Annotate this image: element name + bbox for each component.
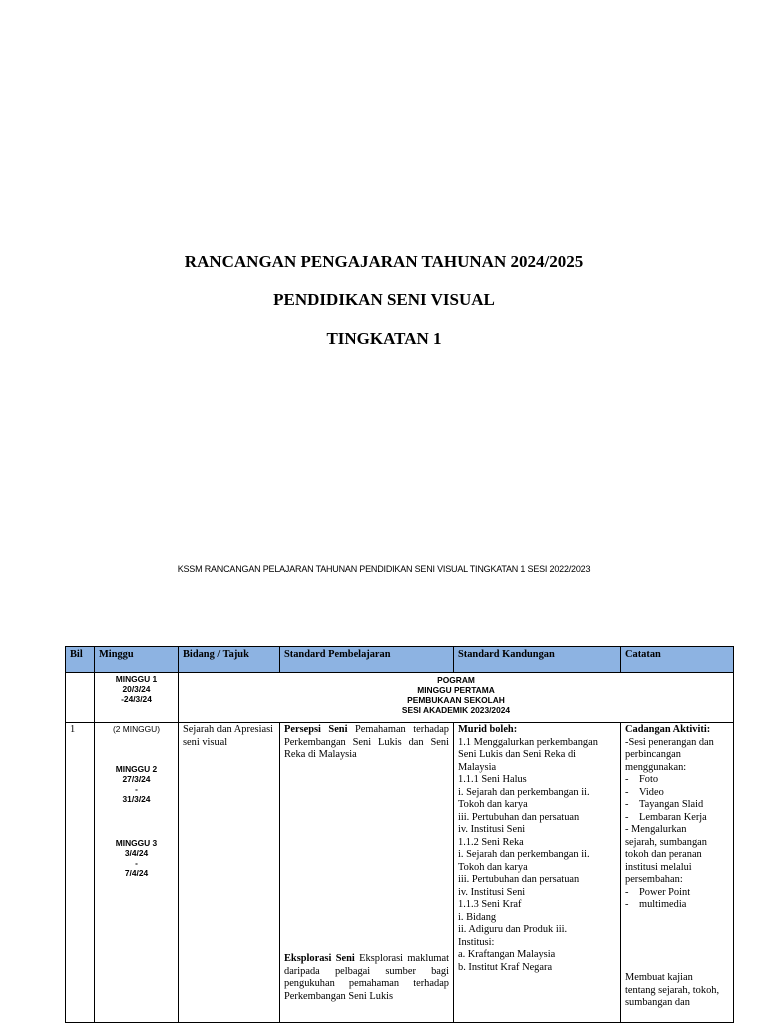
eksplorasi-seni-label: Eksplorasi Seni: [284, 953, 355, 964]
cadangan-aktiviti-heading: Cadangan Aktiviti:: [625, 724, 711, 735]
subject-title: PENDIDIKAN SENI VISUAL: [273, 290, 495, 309]
week-end-date: 7/4/24: [124, 868, 149, 878]
standard-pembelajaran-cell: [280, 723, 454, 1023]
bil-cell: [66, 673, 95, 723]
list-item: - Lembaran Kerja: [625, 812, 729, 825]
list-item: Tokoh dan karya: [458, 799, 528, 810]
standard-kandungan-cell: [454, 723, 621, 1023]
standard-kandungan-list: [458, 737, 616, 975]
week-end-date: 31/3/24: [122, 794, 151, 804]
list-item: Seni Lukis dan Seni Reka di: [458, 749, 577, 760]
list-item: iv. Institusi Seni: [458, 886, 526, 898]
week-label: MINGGU 2: [115, 764, 158, 774]
form-level-title: TINGKATAN 1: [326, 329, 442, 348]
text-line: - Mengalurkan: [625, 824, 687, 835]
list-item: 1.1 Menggalurkan perkembangan: [458, 736, 598, 748]
date-separator: -: [135, 784, 138, 794]
duration-note: (2 MINGGU): [113, 724, 160, 734]
persepsi-seni-block: [284, 724, 449, 762]
program-line: PEMBUKAAN SEKOLAH: [407, 695, 505, 705]
list-item: 1.1.1 Seni Halus: [458, 774, 527, 785]
text-line: sejarah, sumbangan: [625, 836, 707, 848]
table-caption: KSSM RANCANGAN PELAJARAN TAHUNAN PENDIDIKAN SENI VISUAL TINGKATAN 1 SESI 2022/2023: [177, 564, 591, 574]
catatan-cell: [621, 723, 734, 1023]
catatan-text: [625, 737, 729, 775]
lesson-plan-table: [65, 646, 734, 1023]
header-bidang: Bidang / Tajuk: [179, 647, 280, 673]
list-item: - Power Point: [625, 887, 729, 900]
text-line: Membuat kajian: [625, 972, 693, 983]
bil-cell: 1: [66, 723, 95, 1023]
list-item: iv. Institusi Seni: [458, 824, 526, 835]
list-item: i. Sejarah dan perkembangan ii.: [458, 849, 590, 860]
eksplorasi-seni-text: Eksplorasi maklumat daripada pelbagai sumber bagi pengukuhan pemahaman terhadap Perkembangan Seni Lukis: [284, 953, 449, 1002]
document-title: RANCANGAN PENGAJARAN TAHUNAN 2024/2025: [184, 252, 584, 271]
text-line: tentang sejarah, tokoh,: [625, 984, 720, 996]
week-start-date: 3/4/24: [124, 848, 149, 858]
list-item: - multimedia: [625, 899, 729, 912]
minggu-cell: [95, 723, 179, 1023]
persepsi-seni-label: Persepsi Seni: [284, 724, 348, 735]
list-item: b. Institut Kraf Negara: [458, 961, 553, 973]
program-line: MINGGU PERTAMA: [417, 685, 495, 695]
table-row: [66, 673, 734, 723]
list-item: iii. Pertubuhan dan persatuan: [458, 874, 580, 885]
persepsi-seni-text: Pemahaman terhadap Perkembangan Seni Lukis dan Seni Reka di Malaysia: [284, 724, 450, 760]
date-separator: -: [135, 858, 138, 868]
list-item: - Video: [625, 787, 729, 800]
header-bil: Bil: [66, 647, 95, 673]
header-standard-pembelajaran: Standard Pembelajaran: [280, 647, 454, 673]
list-item: - Tayangan Slaid: [625, 799, 729, 812]
presentation-list: [625, 887, 729, 912]
bidang-cell: Sejarah dan Apresiasi seni visual: [179, 723, 280, 1023]
list-item: Malaysia: [458, 761, 497, 773]
week-start-date: 20/3/24: [122, 684, 151, 694]
murid-boleh-heading: Murid boleh:: [458, 724, 518, 735]
list-item: Tokoh dan karya: [458, 861, 528, 873]
week-end-date: -24/3/24: [121, 694, 152, 704]
text-line: -Sesi penerangan dan: [625, 736, 714, 748]
list-item: - Foto: [625, 774, 729, 787]
program-line: SESI AKADEMIK 2023/2024: [401, 705, 511, 715]
text-line: tokoh dan peranan: [625, 849, 702, 860]
activity-list: [625, 774, 729, 824]
table-row: [66, 723, 734, 1023]
list-item: i. Sejarah dan perkembangan ii.: [458, 786, 590, 798]
week-label: MINGGU 1: [115, 674, 158, 684]
catatan-text: [625, 972, 719, 1010]
program-line: POGRAM: [437, 675, 475, 685]
list-item: 1.1.2 Seni Reka: [458, 836, 524, 848]
list-item: iii. Pertubuhan dan persatuan: [458, 811, 580, 823]
minggu-cell: [95, 673, 179, 723]
text-line: perbincangan: [625, 749, 681, 760]
catatan-text: [625, 824, 729, 887]
list-item: a. Kraftangan Malaysia: [458, 949, 556, 960]
week-start-date: 27/3/24: [122, 774, 151, 784]
table-header-row: [66, 647, 734, 673]
text-line: menggunakan:: [625, 761, 687, 773]
week-label: MINGGU 3: [115, 838, 158, 848]
header-catatan: Catatan: [621, 647, 734, 673]
header-minggu: Minggu: [95, 647, 179, 673]
text-line: persembahan:: [625, 874, 683, 885]
text-line: institusi melalui: [625, 861, 692, 873]
list-item: ii. Adiguru dan Produk iii.: [458, 924, 568, 935]
eksplorasi-seni-block: [284, 953, 449, 1003]
program-cell: [179, 673, 734, 723]
list-item: Institusi:: [458, 936, 495, 948]
header-standard-kandungan: Standard Kandungan: [454, 647, 621, 673]
list-item: 1.1.3 Seni Kraf: [458, 899, 522, 910]
list-item: i. Bidang: [458, 911, 497, 923]
text-line: sumbangan dan: [625, 997, 690, 1008]
